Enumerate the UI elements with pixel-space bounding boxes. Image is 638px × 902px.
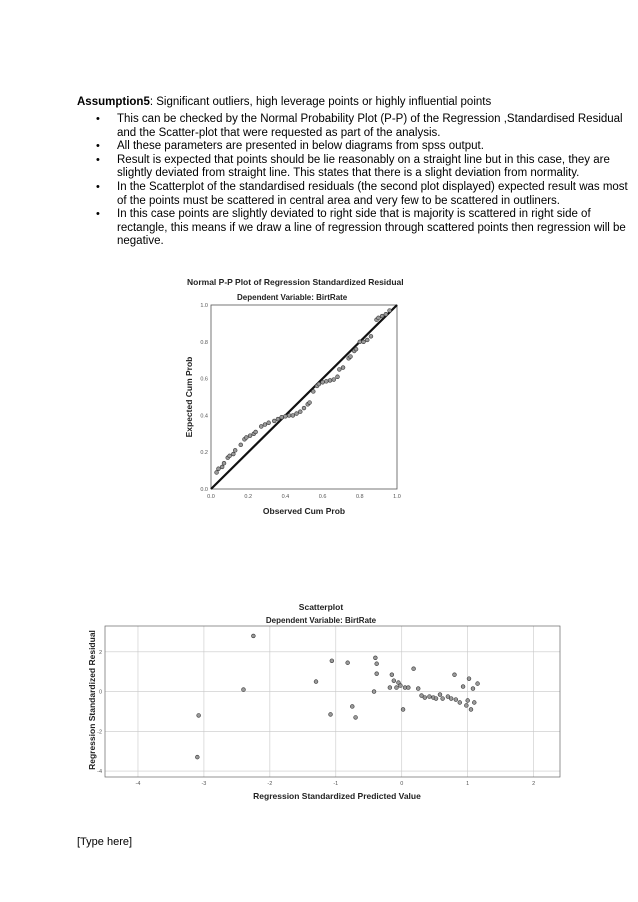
scatter-data-point (392, 679, 396, 683)
scatter-data-point (314, 680, 318, 684)
pp-x-tick-label: 0.8 (355, 494, 364, 500)
bullet-item: • In the Scatterplot of the standardised residuals (the second plot displayed) expected result was most of the points must be scattered in central area and very few to be scattered in outliners. (96, 181, 636, 208)
footer-placeholder: [Type here] (77, 836, 133, 848)
scatter-data-point (449, 697, 453, 701)
scatter-data-point (416, 687, 420, 691)
scatter-x-tick-label: 0 (400, 781, 404, 787)
pp-x-tick-label: 0.0 (207, 494, 215, 500)
scatter-data-point (388, 686, 392, 690)
bullet-item: • In this case points are slightly deviated to right side that is majority is scattered in right side of rectangle, this means if we draw a line of regression through scattered points then regression will be negative. (96, 208, 636, 249)
scatter-data-point (467, 677, 471, 681)
scatter-y-tick-label: -2 (97, 729, 102, 736)
pp-x-tick-label: 0.2 (244, 494, 253, 500)
scatter-data-point (329, 713, 333, 717)
scatter-data-point (242, 688, 246, 692)
scatter-chart-title: Scatterplot (298, 602, 344, 612)
scatter-data-point (464, 704, 468, 708)
scatter-data-point (428, 695, 432, 699)
scatter-data-point (372, 690, 376, 694)
heading-bold: Assumption5 (77, 96, 150, 108)
scatter-x-tick-label: -3 (201, 781, 207, 787)
bullet-item: • This can be checked by the Normal Probability Plot (P-P) of the Regression ,Standardised Residual and the Scatter-plot that were requested as part of the analysis. (96, 113, 636, 140)
scatter-data-point (375, 672, 379, 676)
scatter-data-point (458, 701, 462, 705)
scatter-data-point (441, 697, 445, 701)
pp-y-tick-label: 1.0 (200, 303, 208, 309)
scatter-x-axis-label: Regression Standardized Predicted Value (253, 791, 421, 801)
scatter-data-point (330, 659, 334, 663)
bullet-item: • All these parameters are presented in below diagrams from spss output. (96, 140, 636, 154)
scatter-y-tick-label: 0 (98, 689, 102, 696)
pp-y-tick-label: 0.2 (200, 450, 208, 457)
scatter-data-point (395, 686, 399, 690)
scatter-x-tick-label: -1 (333, 781, 339, 787)
pp-y-axis-label: Expected Cum Prob (184, 356, 194, 438)
scatter-x-tick-label: 2 (532, 781, 536, 787)
scatter-x-tick-label: -2 (267, 781, 273, 787)
pp-chart-title: Normal P-P Plot of Regression Standardized Residual (187, 277, 404, 287)
scatter-data-point (412, 667, 416, 671)
pp-x-tick-label: 1.0 (393, 494, 401, 500)
scatter-data-point (453, 673, 457, 677)
scatter-data-point (197, 714, 201, 718)
scatter-data-point (434, 697, 438, 701)
pp-y-tick-label: 0.4 (200, 413, 208, 420)
scatter-x-tick-label: 1 (466, 781, 470, 787)
bullet-item: • Result is expected that points should be lie reasonably on a straight line but in this case, they are slightly deviated from straight line. This states that there is a slight deviation from normality. (96, 154, 636, 181)
scatter-data-point (350, 705, 354, 709)
scatter-data-point (401, 708, 405, 712)
pp-x-tick-label: 0.6 (318, 494, 327, 500)
pp-chart-subtitle: Dependent Variable: BirtRate (237, 293, 348, 302)
scatter-y-tick-label: -4 (97, 769, 102, 776)
scatter-data-point (461, 685, 465, 689)
scatter-data-point (195, 755, 199, 759)
scatter-plot-frame (105, 626, 560, 777)
heading-rest: : Significant outliers, high leverage points or highly influential points (149, 96, 492, 108)
scatter-data-point (466, 699, 470, 703)
scatter-data-point (373, 656, 377, 660)
scatter-data-point (251, 634, 255, 638)
scatter-y-tick-label: 2 (98, 649, 102, 656)
scatter-data-point (469, 708, 473, 712)
scatter-data-point (454, 698, 458, 702)
pp-x-axis-label: Observed Cum Prob (262, 506, 346, 516)
scatter-data-point (471, 687, 475, 691)
scatter-chart-subtitle: Dependent Variable: BirtRate (265, 616, 377, 625)
scatter-y-axis-label: Regression Standardized Residual (87, 630, 97, 770)
scatter-data-point (354, 715, 358, 719)
pp-y-tick-label: 0.0 (200, 487, 208, 493)
pp-y-tick-label: 0.6 (200, 376, 208, 383)
scatter-data-point (472, 701, 476, 705)
scatter-data-point (406, 686, 410, 690)
scatter-data-point (399, 684, 403, 688)
scatter-data-point (476, 682, 480, 686)
scatter-data-point (390, 673, 394, 677)
scatter-data-point (423, 696, 427, 700)
scatter-data-point (375, 662, 379, 666)
scatter-x-tick-label: -4 (135, 781, 141, 787)
pp-x-tick-label: 0.4 (281, 494, 290, 500)
scatter-data-point (438, 693, 442, 697)
pp-y-tick-label: 0.8 (200, 339, 208, 346)
scatter-data-point (346, 661, 350, 665)
